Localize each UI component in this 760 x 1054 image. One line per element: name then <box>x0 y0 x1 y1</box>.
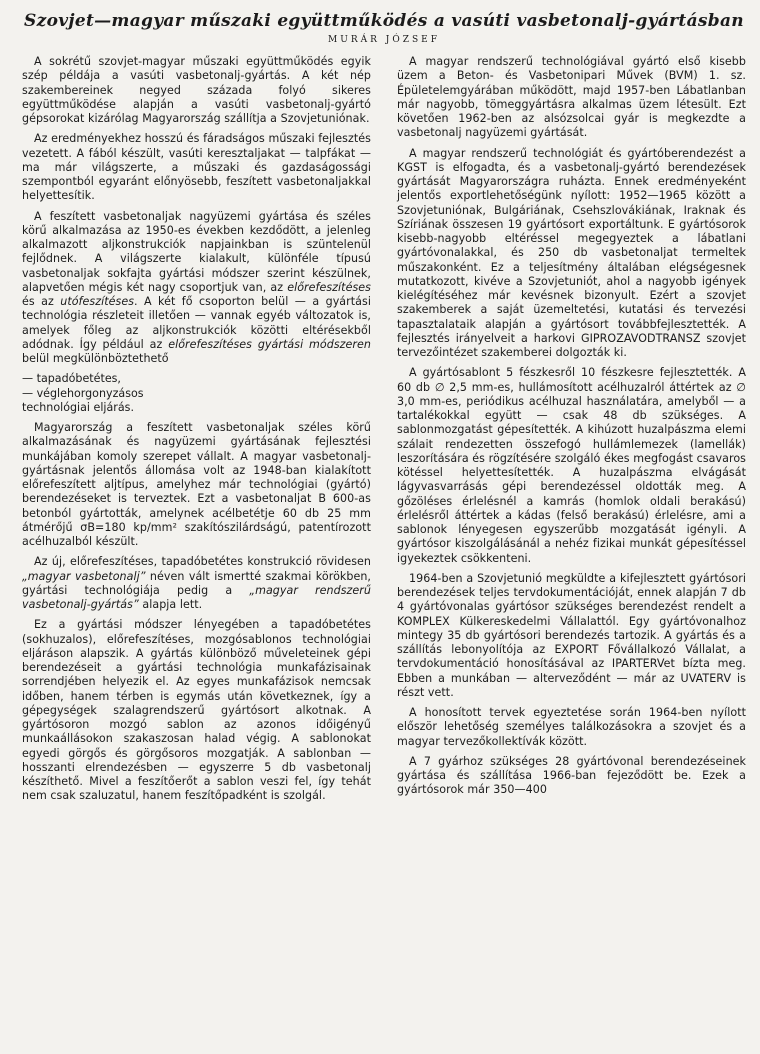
technology-list <box>22 372 371 415</box>
left-column <box>22 55 371 810</box>
paragraph: Az új, előrefeszítéses, tapadóbetétes konstrukció rövidesen „magyar vasbetonalj” néven vált ismertté szakmai körökben, gyártási technológiája pedig a „magyar rendszerű vasbetonalj-gyártás” alapja lett. <box>22 555 372 611</box>
paragraph: A sokrétű szovjet-magyar műszaki együttműködés egyik szép példája a vasúti vasbetonalj-gyártás. A két nép szakembereinek negyed százada folyó sikeres együttműködése alapján a vasúti vasbetonalj-gyártó gépsorokat kizárólag Magyarország szállítja a Szovjetuniónak. <box>22 55 371 125</box>
paragraph: A 7 gyárhoz szükséges 28 gyártóvonal berendezéseinek gyártása és szállítása 1966-ban fejeződött be. Ezek a gyártósorok már 350—400 <box>397 754 746 797</box>
paragraph: Ez a gyártási módszer lényegében a tapadóbetétes (sokhuzalos), előrefeszítéses, mozgósablonos technológiai eljáráson alapszik. A gyártás különböző műveleteinek gépi berendezéseit a gyártási technológia munkafázisainak sorrendjében helyezik el. Az egyes munkafázisok nemcsak időben, hanem térben is egymás után következnek, így a gépegységek szalagrendszerű gyártósort alkotnak. A gyártósoron mozgó sablon az azonos időigényű munkaállásokon szakaszosan halad végig. A sablonokat egyedi görgős és görgősoros mozgatják. A sablonban — hosszanti elrendezésben — egyszerre 5 db vasbetonalj készíthető. Mivel a feszítőerőt a sablon veszi fel, így tehát nem csak szaluzatul, hanem feszítőpadként is szolgál. <box>22 618 371 803</box>
paragraph: A magyar rendszerű technológiával gyártó első kisebb üzem a Beton- és Vasbetonipari Művek (BVM) 1. sz. Épületelemgyárában működött, majd 1957-ben Lábatlanban már nagyobb, tömeggyártásra alkalmas üzem létesült. Ezt követően 1962-ben az alsózsolcai gyár is megkezdte a vasbetonalj nagyüzemi gyártását. <box>397 55 746 140</box>
list-item: technológiai eljárás. <box>22 400 134 414</box>
paragraph: A feszített vasbetonaljak nagyüzemi gyártása és széles körű alkalmazása az 1950-es években kezdődött, a jelenleg alkalmazott aljkonstrukciók napjainkban is szüntelenül fejlődnek. A világszerte kialakult, különféle típusú vasbetonaljak sokfajta gyártási módszer szerint készülnek, alapvetően mégis két nagy csoportjuk van, az előrefeszítéses és az utófeszítéses. A két fő csoporton belül — a gyártási technológia részleteit illetően — vannak egyéb változatok is, amelyek főleg az aljkonstrukciók közötti eltérésekből adódnak. Így például az előrefeszítéses gyártási módszeren belül megkülönböztethető <box>22 209 371 365</box>
paragraph: A honosított tervek egyeztetése során 1964-ben nyílott először lehetőség személyes találkozásokra a szovjet és a magyar tervezőkollektívák között. <box>397 706 746 748</box>
paragraph: A gyártósablont 5 fészkesről 10 fészkesre fejlesztették. A 60 db ∅ 2,5 mm-es, hullámosított acélhuzalról áttértek az ∅ 3,0 mm-es, periódikus acélhuzal használatára, amelyből — a tartalékokkal együtt — csak 48 db szükséges. A sablonmozgatást gépesítették. A kihúzott huzalpászma elemi szálait rendezetten összefogó hullámlemezek (lamellák) leszorítására és rögzítésére szolgáló ékes megfogást csavaros kötéssel helyettesítették. A huzalpászma elvágását lágyvasvarrásás gépi berendezéssel oldották meg. A gőzöléses érlelésnél a kamrás (homlok oldali berakású) érlelésről áttértek a kádas (felső berakású) érlelésre, ami a sablonok lényegesen egyszerűbb mozgatását igényli. A gyártósor kiszolgálásánál a nehéz fizikai munkát gépesítéssel igyekeztek csökkenteni. <box>397 366 746 565</box>
right-column <box>397 55 746 810</box>
list-item: — véglehorgonyzásos <box>22 386 144 400</box>
paragraph: Magyarország a feszített vasbetonaljak széles körű alkalmazásának és nagyüzemi gyártásának fejlesztési munkájában komoly szerepet vállalt. A magyar vasbetonalj-gyártásnak jelentős állomása volt az 1948-ban kialakított előrefeszített aljtípus, amelyhez már technológiai (gyártó) berendezéseket is terveztek. Ezt a vasbetonaljat B 600-as betonból gyártották, amelynek acélbetétje 60 db 25 mm átmérőjű σB=180 kp/mm² szakítószilárdságú, patentírozott acélhuzalból készült. <box>22 421 371 548</box>
paragraph: A magyar rendszerű technológiát és gyártóberendezést a KGST is elfogadta, és a vasbetonalj-gyártó berendezések gyártását Magyarországra ruházta. Ennek eredményeként jelentős exportlehetőségünk nyílott: 1952—1965 között a Szovjetuniónak, Bulgáriának, Csehszlovákiának, Iraknak és Szíriának összesen 19 gyártósort exportáltunk. E gyártósorok kisebb-nagyobb eltéréssel megegyeztek a lábatlani gyártóvonalakkal, és 250 db vasbetonaljat termeltek műszakonként. Ez a teljesítmény általában elégségesnek mutatkozott, kivéve a Szovjetuniót, ahol a nagyobb igények kielégítéséhez már kevésnek bizonyult. Ezért a szovjet szakemberek a saját üzemeltetési, kutatási és tervezési tapasztalataik alapján a gyártósort továbbfejlesztették. A fejlesztés irányelveit a harkovi GIPROZAVODTRANSZ szovjet tervezőintézet szakemberei dolgozták ki. <box>397 146 746 359</box>
paragraph: Az eredményekhez hosszú és fáradságos műszaki fejlesztés vezetett. A fából készült, vasúti keresztaljakat — talpfákat — ma már világszerte, a műszaki és gazdaságossági szempontból egyaránt előnyösebb, feszített vasbetonaljakkal helyettesítik. <box>22 132 371 203</box>
list-item: — tapadóbetétes, <box>22 372 121 386</box>
article-body <box>22 55 746 810</box>
article-title: Szovjet—magyar műszaki együttműködés a vasúti vasbetonalj-gyártásban <box>24 11 744 31</box>
article-author: MURÁR JÓZSEF <box>328 35 440 45</box>
paragraph: 1964-ben a Szovjetunió megküldte a kifejlesztett gyártósori berendezések teljes tervdokumentációját, ennek alapján 7 db 4 gyártóvonalas gyártósor szükséges berendezést rendelt a KOMPLEX Külkereskedelmi Vállalattól. Egy gyártóvonalhoz mintegy 35 db gyártósori berendezés tartozik. A gyártás és a szállítás lebonyolítója az EXPORT Fővállalkozó Vállalat, a tervdokumentáció honosításával az IPARTERVet bízta meg. Ebben a munkában — alterveződént — már az UVATERV is részt vett. <box>397 571 746 699</box>
